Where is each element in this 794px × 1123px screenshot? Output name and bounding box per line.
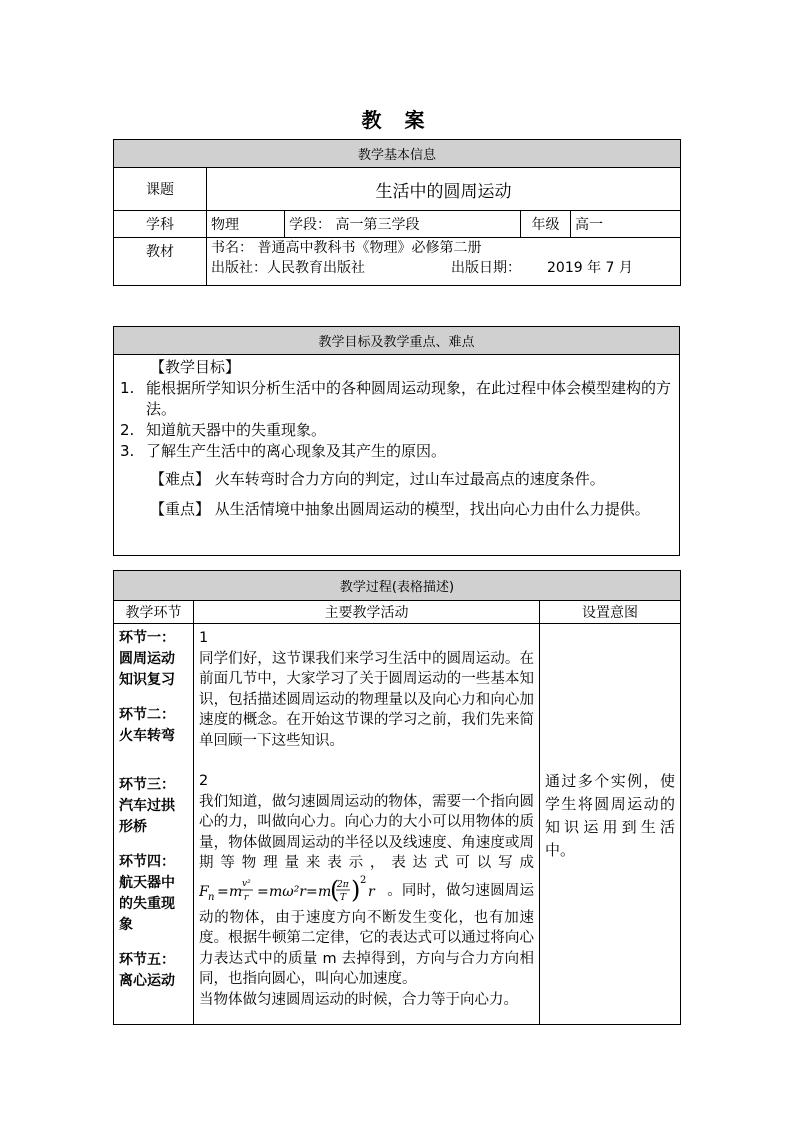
svg-text:r: r <box>368 883 375 900</box>
centripetal-force-formula <box>199 874 387 908</box>
goals-table <box>113 326 680 556</box>
stages-cell <box>114 624 194 1025</box>
topic-label: 课题 <box>114 168 207 211</box>
svg-text:r: r <box>244 892 249 903</box>
svg-text:v²: v² <box>242 878 251 889</box>
publisher-text: 出版社：人民教育出版社 <box>211 260 365 276</box>
paragraph-number: 1 <box>199 630 209 646</box>
subject-label: 学科 <box>114 211 207 238</box>
stage-item: 环节四：航天器中的失重现象 <box>119 854 175 933</box>
svg-text:=: = <box>306 883 318 900</box>
svg-text:2π: 2π <box>337 879 349 890</box>
basic-info-header: 教学基本信息 <box>114 140 681 168</box>
pub-date-label: 出版日期： <box>451 260 521 276</box>
svg-text:m: m <box>318 883 332 900</box>
svg-text:2: 2 <box>360 874 367 886</box>
activity-paragraph <box>199 792 534 990</box>
col-activity-header: 主要教学活动 <box>194 601 540 624</box>
textbook-label: 教材 <box>114 238 207 286</box>
svg-text:=: = <box>257 883 269 900</box>
goal-item <box>120 378 673 420</box>
activity-paragraph: 当物体做匀速圆周运动的时候，合力等于向心力。 <box>199 991 518 1008</box>
goal-text: 了解生产生活中的离心现象及其产生的原因。 <box>146 442 447 460</box>
basic-info-table <box>113 139 681 286</box>
paragraph-text: 。同时，做匀速圆周运动的物体，由于速度方向不断发生变化，也有加速度。根据牛顿第二定律，它的表达式可以通过将向心力表达式中的质量 m 去掉得到，方向与合力方向相同，也指向圆心，叫向心加速度。 <box>199 882 534 987</box>
formula-graphic <box>199 874 387 908</box>
svg-text:mω²r: mω²r <box>269 883 306 900</box>
goals-body <box>114 355 680 556</box>
col-intent-header: 设置意图 <box>540 601 681 624</box>
goal-number: 3. <box>120 442 135 460</box>
stage-item: 环节三：汽车过拱形桥 <box>119 777 175 835</box>
goal-item <box>120 441 673 462</box>
topic-value: 生活中的圆周运动 <box>207 168 681 211</box>
publisher-line <box>211 258 676 278</box>
stage-text: 学段： 高一第三学段 <box>285 211 521 238</box>
svg-text:F: F <box>199 883 209 900</box>
goals-header: 教学目标及教学重点、难点 <box>114 327 680 355</box>
goal-number: 2. <box>120 421 135 439</box>
intent-cell <box>540 624 681 1025</box>
goal-text: 能根据所学知识分析生活中的各种圆周运动现象，在此过程中体会模型建构的方法。 <box>146 379 672 418</box>
stage-item: 环节一：圆周运动知识复习 <box>119 630 175 688</box>
stage-item: 环节二：火车转弯 <box>119 707 175 744</box>
textbook-info <box>207 238 681 286</box>
activity-paragraph: 同学们好，这节课我们来学习生活中的圆周运动。在前面几节中，大家学习了关于圆周运动的一些基本知识，包括描述圆周运动的物理量以及向心力和向心加速度的概念。在开始这节课的学习之前，我们先来简单回顾一下这些知识。 <box>199 650 534 749</box>
goal-text: 知道航天器中的失重现象。 <box>146 421 327 439</box>
paragraph-text: 我们知道，做匀速圆周运动的物体，需要一个指向圆心的力，叫做向心力。向心力的大小可以用物体的质量，物体做圆周运动的半径以及线速度、角速度或周期等物理量来表示，表达式可以写成 <box>199 793 534 871</box>
svg-text:(: ( <box>330 875 340 904</box>
paragraph-number: 2 <box>199 773 209 789</box>
difficult-points: 【难点】 火车转弯时合力方向的判定，过山车过最高点的速度条件。 <box>150 470 605 488</box>
svg-text:T: T <box>340 892 347 903</box>
grade-value: 高一 <box>571 211 681 238</box>
key-points: 【重点】 从生活情境中抽象出圆周运动的模型，找出向心力由什么力提供。 <box>150 500 650 518</box>
activity-cell <box>194 624 540 1025</box>
svg-text:): ) <box>351 875 361 904</box>
svg-text:=: = <box>217 883 229 900</box>
grade-label: 年级 <box>521 211 571 238</box>
process-table <box>113 570 681 1025</box>
stage-item: 环节五：离心运动 <box>119 952 175 989</box>
subject-value: 物理 <box>207 211 285 238</box>
goal-number: 1. <box>120 379 135 397</box>
document-title: 教 案 <box>361 108 433 132</box>
pub-date-value: 2019 年 7 月 <box>547 260 633 276</box>
goal-item <box>120 420 673 441</box>
goal-heading: 【教学目标】 <box>150 358 241 376</box>
svg-text:n: n <box>208 891 215 903</box>
process-header: 教学过程(表格描述) <box>114 571 681 601</box>
book-name-line: 书名： 普通高中教科书《物理》必修第二册 <box>211 240 482 256</box>
col-stage-header: 教学环节 <box>114 601 194 624</box>
intent-text: 通过多个实例，使学生将圆周运动的知识运用到生活中。 <box>545 772 676 859</box>
svg-text:m: m <box>229 883 243 900</box>
